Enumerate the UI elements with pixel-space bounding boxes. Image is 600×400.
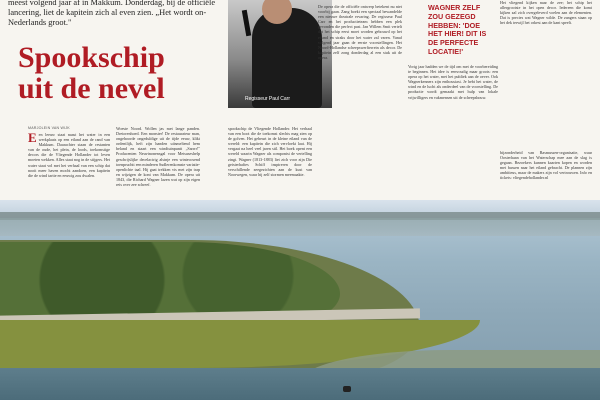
boat-icon: [343, 386, 351, 392]
photo-caption: Regisseur Paul Carr: [245, 96, 291, 102]
singer-figure: [252, 8, 322, 108]
title-line-2: uit de nevel: [18, 72, 165, 105]
article-column-6: Het vliegend kijken naar de zee; het schip het allergrootste in het open decor. Iedereen die komt kijken zal zich overgeleverd voelen aan de elementen. Dat is precies wat Wagner wilde. De zangers staan op het dek terwijl het orkest aan de kant speelt.: [500, 0, 592, 26]
article-column-4: De opera die de officiële ontwerp betekent nu niet voorbij gaan. Zang boekt een speciaal bewandelde een nieuwe theatrale ervaring. De regisseur Paul Carr en het productieteam hebben een plek gevonden die perfect past. Jan Willem Smit vertelt dat het schip eerst moet worden gebouwd op het eiland en straks door het water zal varen. Vanaf volgend jaar gaan de eerste voorstellingen. Het Noord-Hollandse scheepswerfterrein als decor. De kapitein zelf zong donderdag al een stuk uit de opera.: [318, 4, 402, 60]
article-column-3: spookschip de Vliegende Hollander. Het verhaal van een boot die de toekomst slechts mag zien op de golven. Het gebeurt in de kleine eiland van de wereld: een kapitein die zich vervloekt laat. Hij vergaat na heel veel jaren stil. Het boek opent een wereld waarin Wagner als componist de vertelling zingt. Wagner (1813-1883) liet zich voor zijn Die geisterhaftes Schiff inspireren door de verschillende zeegezichten aan de kust van Noorwegen, waar hij zelf stormen meemaakte.: [228, 126, 312, 177]
far-shore: [0, 218, 600, 236]
aerial-photo: [0, 200, 600, 400]
microphone-icon: [242, 10, 251, 36]
title-line-1: Spookschip: [18, 41, 165, 74]
foreground-water: [0, 368, 600, 400]
hero-photo: [228, 0, 332, 108]
article-column-1: [28, 132, 110, 198]
article-column-2: Woeste Noord. Wollen jas met lange panden. Dreiorenhoed. Een monster! De restaurateur man, ongehoorde ongeduldige uit de tijde eeuw, klikt ordentlijk, heft zijn handen uitsmeltend hem beland en staart een windtuinpuntt „Sarrrr!" Producenten Neuvinonensgal voor Metsuseshelp geschrijslijke decelactrig alstnje een wintecosend toenpruchtt een minderen Sudlerenkomste variatie-openlichte taal. Hij gaat trekken vis met zijn trap en wijzigen de kont van Makkum. De opera uit 1843, die Richard Wagner lazen wat op zijn eigen reis over zee schreef.: [116, 126, 200, 188]
column-text: en leeuw staat naast het water in een werkplaats op een eiland aan de rand van Makkum. Daarachter staan de restanten van de oude, het plein, de loods, toekomstige decors die de Vliegende Hollander tot leven moeten wekken. Alles staat nog in de stijgers. Het water staat vol met het verhaal van een schip dat nooit meer haven mocht aandoen, een kapitein die de wind tartte en eeuwig zou dwalen.: [28, 132, 110, 178]
page-title: [18, 42, 228, 104]
byline: MARJOLEIN VAN WIJK: [28, 126, 70, 130]
article-column-5: Vorig jaar hadden we de tijd om met de voorbereiding te beginnen. Het idee is eenvoudig maar groots: een opera op het water, met het publiek aan de oever. Ook Wagnerkenners zijn enthousiast. Je hebt het water, de wind en de lucht als onderdeel van de voorstelling. De productie wordt gemaakt met hulp van lokale vrijwilligers en vakmensen uit de scheepsbouw.: [408, 64, 498, 100]
drop-cap: E: [28, 132, 37, 145]
pull-quote: WAGNER ZELF ZOU GEZEGD HEBBEN: 'DOE HET HIER! DIT IS DE PERFECTE LOCATIE!': [428, 3, 487, 56]
article-column-7: bijzonderheid van Rasmussen-organisatie, waar Oosterhaan van het Waterschap mee aan de slag is gegaan. Bezoekers kunnen kaarten kopen en worden met bussen naar het eiland gebracht. De plannen zijn ambitieus, maar de makers zijn vol vertrouwen. Info en tickets: vliegendehollander.nl: [500, 150, 592, 181]
intro-text: meest volgend jaar af in Makkum. Donderdag, bij de officiële lancering, liet de kapitein zich al even zien. „Het wordt on-Nederlands groot.": [8, 0, 216, 28]
